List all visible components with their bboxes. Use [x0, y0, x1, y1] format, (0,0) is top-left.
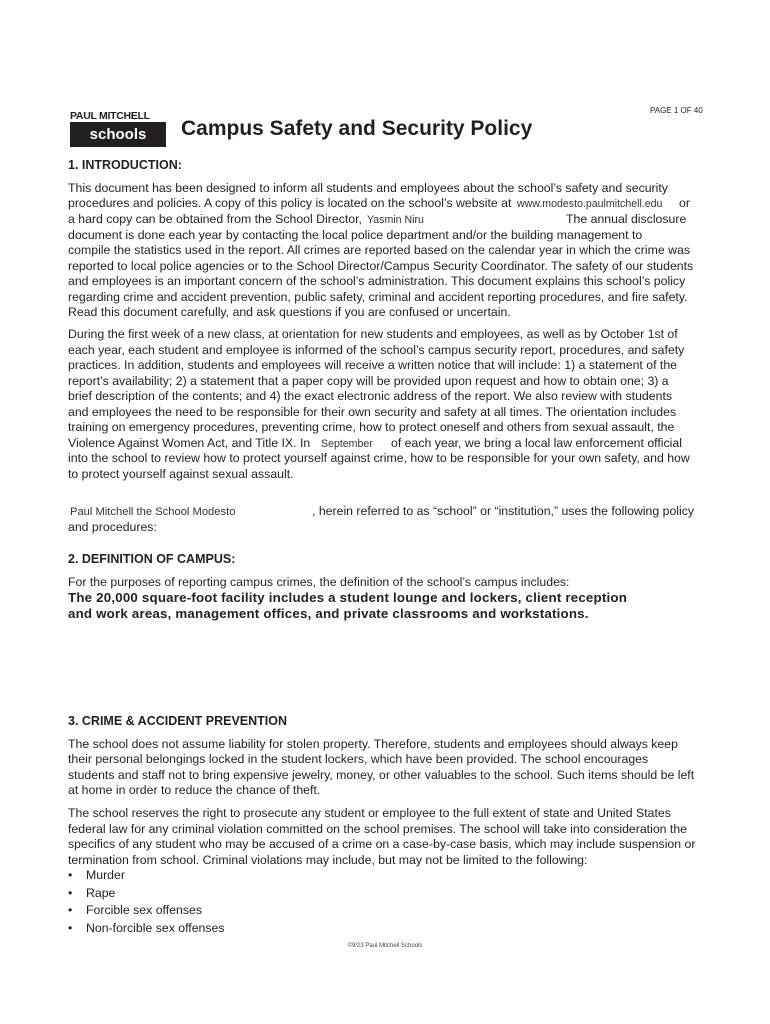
- list-item: • Non-forcible sex offenses: [68, 920, 225, 938]
- section2-heading: 2. DEFINITION OF CAMPUS:: [68, 552, 236, 566]
- list-item: • Murder: [68, 867, 225, 885]
- section1-p2-line5: brief description of the contents; and 4) the exact electronic address of the report. We also review with students: [68, 389, 673, 403]
- month-field[interactable]: September: [321, 438, 373, 450]
- section1-p2-line4: report’s availability; 2) a statement that a paper copy will be provided upon request and how to obtain one; 3) a: [68, 374, 669, 388]
- school-name-field[interactable]: Paul Mitchell the School Modesto: [70, 506, 236, 518]
- campus-definition-field-line2[interactable]: and work areas, management offices, and private classrooms and workstations.: [68, 606, 589, 621]
- section1-p2-line6: and employees the need to be responsible for their own security and safety at all times. The orientation includes: [68, 405, 677, 419]
- logo-top-text: PAUL MITCHELL: [70, 110, 166, 124]
- section3-p2-line2: federal law for any criminal violation committed on the school premises. The school will take into consideration the: [68, 822, 688, 836]
- section1-p2-line8-end: of each year, we bring a local law enforcement official: [391, 436, 682, 450]
- page-title: Campus Safety and Security Policy: [181, 117, 533, 140]
- section1-p1-line1: This document has been designed to inform all students and employees about the school’s safety and security: [68, 181, 668, 195]
- section1-p2-line1: During the first week of a new class, at orientation for new students and employees, as well as by October 1st of: [68, 327, 678, 341]
- section1-p1-line5: compile the statistics used in the report. All crimes are reported based on the calendar year in which the crime was: [68, 243, 690, 257]
- section3-p2-line3: specifics of any student who may be accused of a crime on a case-by-case basis, which may include suspension or: [68, 837, 696, 851]
- section1-p1-line3: a hard copy can be obtained from the School Director,: [68, 212, 362, 226]
- section1-p1-line4: document is done each year by contacting the local police department and/or the building management to: [68, 228, 643, 242]
- director-field[interactable]: Yasmin Niru: [367, 214, 424, 226]
- section1-p1-line9: Read this document carefully, and ask questions if you are confused or uncertain.: [68, 305, 511, 319]
- section1-p2-line8: Violence Against Women Act, and Title IX. In: [68, 436, 311, 450]
- section1-p1-line6: reported to local police agencies or to the School Director/Campus Security Coordinator. The safety of our students: [68, 259, 694, 273]
- section1-p2-line7: training on emergency procedures, preventing crime, how to protect oneself and others from sexual assault, the: [68, 420, 675, 434]
- section1-p2-line10: to protect yourself against sexual assault.: [68, 467, 294, 481]
- section1-p1-line7: and employees is an important concern of the school’s administration. This document explains this school’s policy: [68, 274, 686, 288]
- section3-p1-line2: their personal belongings locked in the student lockers, which have been provided. The school encourages: [68, 752, 649, 766]
- section1-p2-line9: into the school to review how to protect yourself against crime, how to be responsible for your own safety, and how: [68, 451, 690, 465]
- footer-copyright: ©9/23 Paul Mitchell Schools: [347, 943, 423, 949]
- section1-p1-line2: procedures and policies. A copy of this policy is located on the school’s website at: [68, 196, 512, 210]
- campus-definition-field-line1[interactable]: The 20,000 square-foot facility includes a student lounge and lockers, client reception: [68, 590, 628, 605]
- section3-p1-line3: students and staff not to bring expensive jewelry, money, or other valuables to the school. Such items should be left: [68, 768, 695, 782]
- criminal-violations-list: [68, 867, 225, 937]
- page-number: PAGE 1 OF 40: [650, 106, 703, 115]
- section1-p3-line2: and procedures:: [68, 520, 157, 534]
- section1-p1-line2-end: or: [679, 196, 690, 210]
- list-item: • Rape: [68, 885, 225, 903]
- section3-p2-line1: The school reserves the right to prosecute any student or employee to the full extent of state and United States: [68, 806, 671, 820]
- section1-p1-line8: regarding crime and accident prevention, public safety, criminal and accident reporting procedures, and fire safety.: [68, 290, 688, 304]
- section1-p2-line2: each year, each student and employee is informed of the school’s campus security report, procedures, and safety: [68, 343, 685, 357]
- section1-p3-line1-end: , herein referred to as “school” or “institution,” uses the following policy: [312, 504, 695, 518]
- section3-p2-line4: termination from school. Criminal violations may include, but may not be limited to the following:: [68, 853, 588, 867]
- logo-schools: schools: [70, 123, 166, 147]
- list-item: • Forcible sex offenses: [68, 902, 225, 920]
- section2-intro: For the purposes of reporting campus crimes, the definition of the school’s campus includes:: [68, 575, 570, 589]
- website-field[interactable]: www.modesto.paulmitchell.edu: [517, 198, 663, 210]
- section1-heading: 1. INTRODUCTION:: [68, 158, 182, 172]
- section3-p1-line1: The school does not assume liability for stolen property. Therefore, students and employees should always keep: [68, 737, 678, 751]
- section1-p2-line3: practices. In addition, students and employees will receive a written notice that will include: 1) a statement of the: [68, 358, 678, 372]
- section3-heading: 3. CRIME & ACCIDENT PREVENTION: [68, 714, 288, 728]
- section3-p1-line4: at home in order to reduce the chance of theft.: [68, 783, 321, 797]
- section1-p1-line3-end: The annual disclosure: [566, 212, 687, 226]
